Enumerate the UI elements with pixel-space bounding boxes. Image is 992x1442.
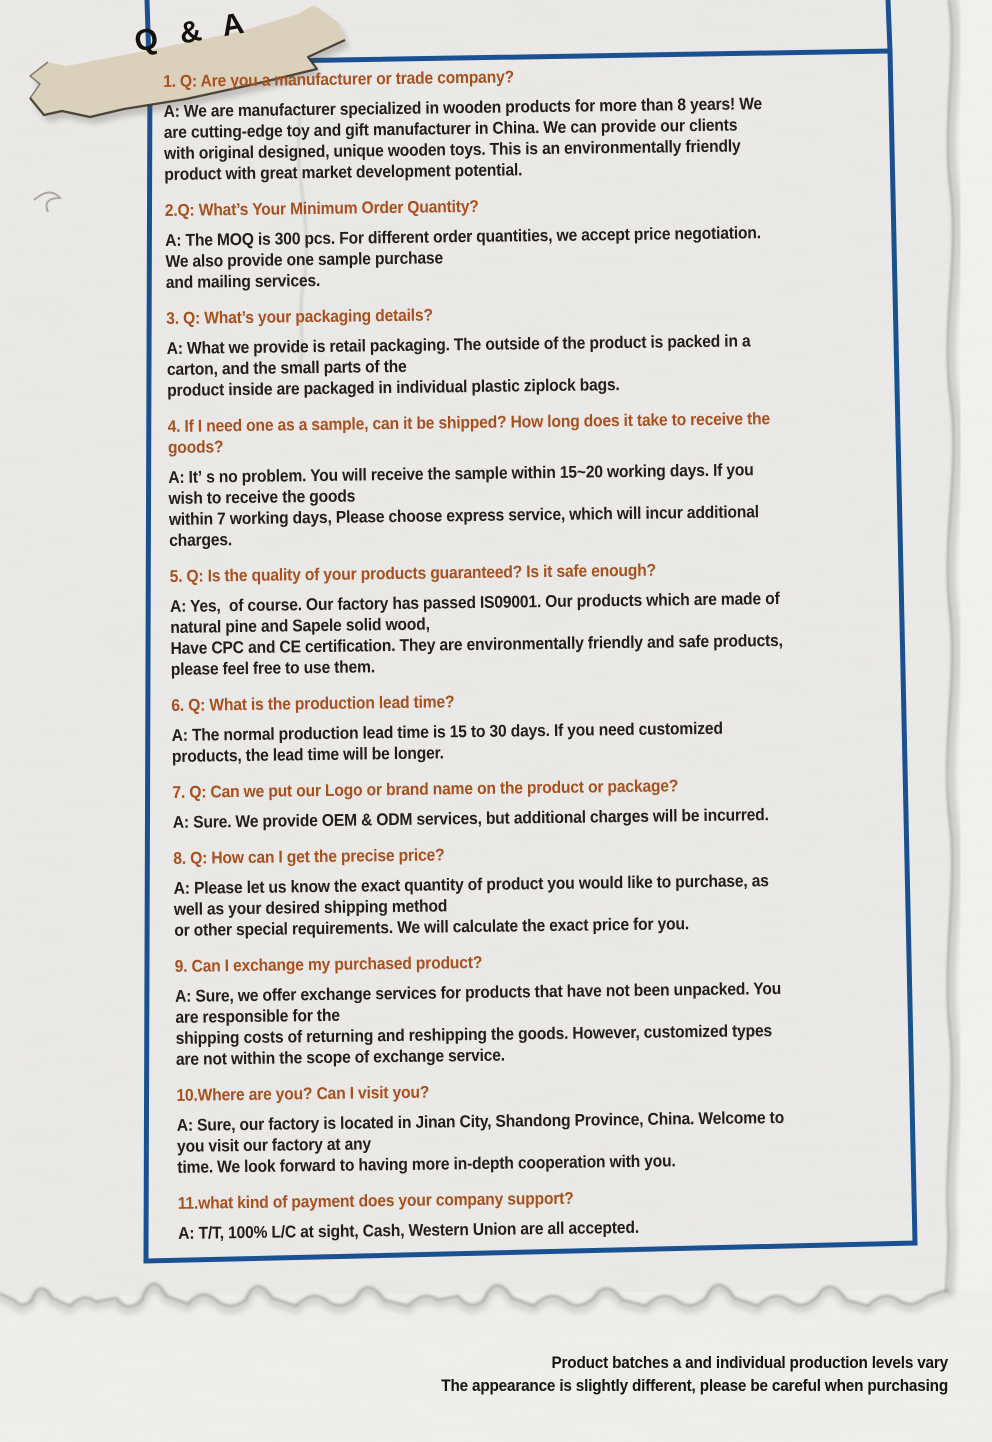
qa-item	[169, 556, 925, 680]
answer-text: A: The normal production lead time is 15 to 30 days. If you need customized products, the lead time will be longer.	[171, 718, 723, 766]
qa-item	[168, 406, 924, 551]
answer-text: A: Sure, our factory is located in Jinan City, Shandong Province, China. Welcome to you visit our factory at any time. We look forward to having more in-depth cooperation with you.	[176, 1107, 785, 1177]
question-text: 11.what kind of payment does your company support?	[177, 1188, 574, 1213]
qa-content	[163, 61, 933, 1244]
answer-text: A: Sure, we offer exchange services for products that have not been unpacked. You are responsible for the shipping costs of returning and reshipping the goods. However, customized types are not within the scope of exchange service.	[174, 978, 782, 1069]
question-text: 1. Q: Are you a manufacturer or trade company?	[163, 67, 515, 91]
qa-item	[172, 772, 927, 833]
question-text: 3. Q: What’s your packaging details?	[166, 305, 433, 328]
qa-item	[163, 61, 919, 185]
answer-text: A: It’ s no problem. You will receive the sample within 15~20 working days. If you wish to receive the goods within 7 working days, Please choose express service, which will incur additional charges.	[168, 460, 759, 550]
footer-line-2: The appearance is slightly different, please be careful when purchasing	[441, 1376, 948, 1395]
tape-label: Q & A	[132, 5, 254, 59]
qa-item	[178, 1183, 933, 1244]
qa-item	[176, 1075, 932, 1178]
footer-note	[318, 1351, 948, 1397]
question-text: 10.Where are you? Can I visit you?	[176, 1082, 430, 1105]
question-text: 4. If I need one as a sample, can it be shipped? How long does it take to receive the goods?	[167, 409, 771, 457]
qa-item	[175, 946, 931, 1070]
question-text: 6. Q: What is the production lead time?	[171, 692, 455, 715]
answer-text: A: Please let us know the exact quantity of product you would like to purchase, as well as your desired shipping method or other special requirements. We will calculate the exact price for you.	[173, 871, 769, 940]
question-text: 8. Q: How can I get the precise price?	[173, 845, 445, 868]
qa-item	[171, 685, 926, 767]
right-frame-line	[888, 0, 890, 51]
answer-text: A: The MOQ is 300 pcs. For different order quantities, we accept price negotiation. We also provide one sample purchase and mailing services.	[165, 223, 761, 292]
qa-item	[173, 838, 929, 941]
question-text: 9. Can I exchange my purchased product?	[174, 952, 483, 976]
question-text: 5. Q: Is the quality of your products guaranteed? Is it safe enough?	[169, 560, 656, 586]
question-text: 2.Q: What’s Your Minimum Order Quantity?	[164, 196, 479, 220]
footer-line-1: Product batches a and individual production levels vary	[551, 1353, 948, 1372]
answer-text: A: Sure. We provide OEM & ODM services, but additional charges will be incurred.	[172, 805, 769, 832]
qa-item	[165, 190, 921, 293]
answer-text: A: Yes, of course. Our factory has passed IS09001. Our products which are made of natural pine and Sapele solid wood, Have CPC and CE certification. They are environmentally friendly and safe products, please feel free to use them.	[169, 588, 783, 679]
question-text: 7. Q: Can we put our Logo or brand name on the product or package?	[172, 776, 679, 802]
qa-item	[166, 298, 922, 401]
answer-text: A: We are manufacturer specialized in wooden products for more than 8 years! We are cutting-edge toy and gift manufacturer in China. We can provide our clients with original designed, unique wooden toys. This is an environmentally friendly product with great market development potential.	[163, 94, 763, 184]
answer-text: A: T/T, 100% L/C at sight, Cash, Western Union are all accepted.	[178, 1217, 640, 1243]
answer-text: A: What we provide is retail packaging. The outside of the product is packed in a carton, and the small parts of the product inside are packaged in individual plastic ziplock bags.	[166, 331, 751, 400]
